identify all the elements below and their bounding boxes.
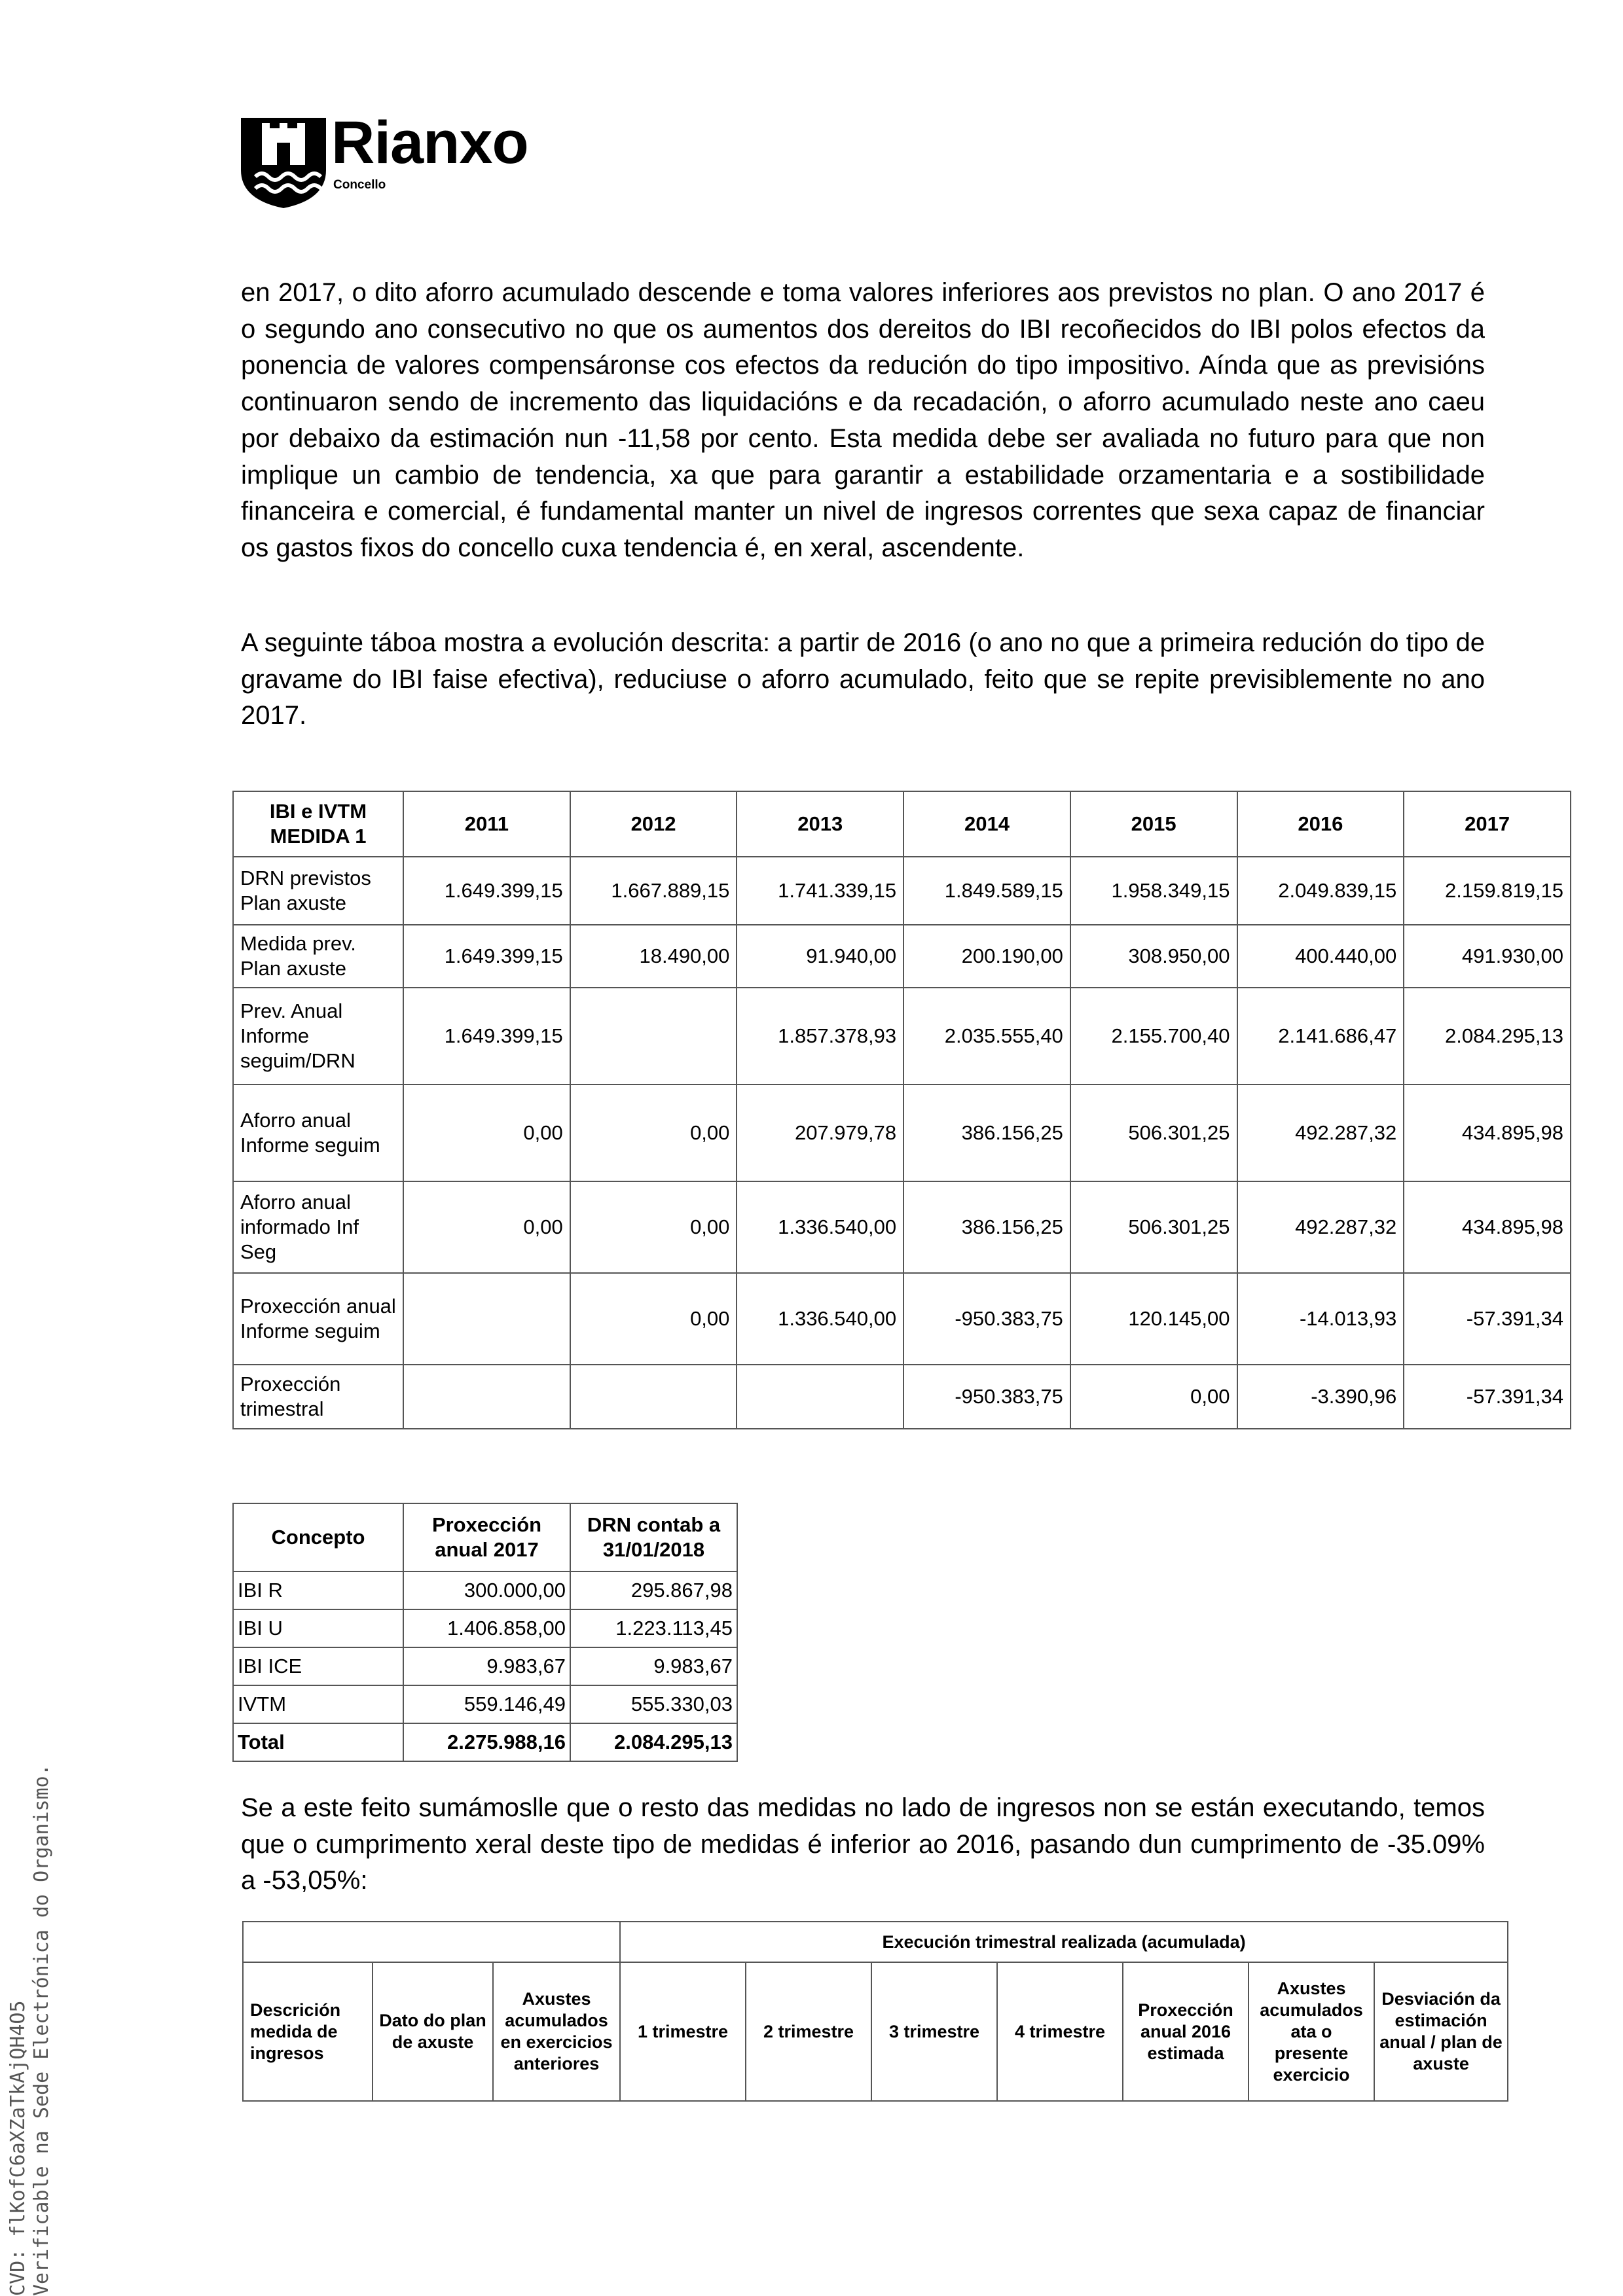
projection-table xyxy=(232,1503,738,1762)
table-row xyxy=(233,1273,1571,1365)
cell: 1.223.113,45 xyxy=(570,1609,737,1647)
table-header-row xyxy=(243,1962,1508,2101)
cell: 1.406.858,00 xyxy=(403,1609,570,1647)
cell: 2.049.839,15 xyxy=(1237,857,1404,925)
year-header: 2011 xyxy=(403,791,570,857)
cell: 207.979,78 xyxy=(737,1085,903,1181)
cell: 295.867,98 xyxy=(570,1571,737,1609)
cell: 2.084.295,13 xyxy=(1404,988,1571,1085)
cell: 386.156,25 xyxy=(903,1181,1070,1273)
cell: 1.336.540,00 xyxy=(737,1181,903,1273)
year-header: 2015 xyxy=(1070,791,1237,857)
cell: -950.383,75 xyxy=(903,1365,1070,1429)
cell: -57.391,34 xyxy=(1404,1273,1571,1365)
column-header: Proxección anual 2017 xyxy=(403,1503,570,1571)
column-header: 1 trimestre xyxy=(620,1962,746,2101)
total-row xyxy=(233,1723,737,1761)
cell: 18.490,00 xyxy=(570,925,737,988)
cell: 559.146,49 xyxy=(403,1685,570,1723)
cell: 434.895,98 xyxy=(1404,1181,1571,1273)
cell: -57.391,34 xyxy=(1404,1365,1571,1429)
cell: 492.287,32 xyxy=(1237,1085,1404,1181)
execution-table xyxy=(242,1921,1508,2102)
cell: 1.857.378,93 xyxy=(737,988,903,1085)
paragraph-2: A seguinte táboa mostra a evolución descrita: a partir de 2016 (o ano no que a primeira redución do tipo de gravame do IBI faise efectiva), reduciuse o aforro acumulado, feito que se repite previsiblemente no ano 2017. xyxy=(241,628,1485,730)
cell: 300.000,00 xyxy=(403,1571,570,1609)
group-header-row xyxy=(243,1922,1508,1962)
cell: 2.035.555,40 xyxy=(903,988,1070,1085)
total-cell: 2.084.295,13 xyxy=(570,1723,737,1761)
column-header: 2 trimestre xyxy=(746,1962,871,2101)
cell: 2.155.700,40 xyxy=(1070,988,1237,1085)
cell: 1.741.339,15 xyxy=(737,857,903,925)
column-header: Dato do plan de axuste xyxy=(373,1962,493,2101)
logo-subtitle: Concello xyxy=(333,178,386,192)
column-header: 4 trimestre xyxy=(997,1962,1123,2101)
cell: 308.950,00 xyxy=(1070,925,1237,988)
verification-code: CVD: flKofC6aXZaTkAjQH4O5 xyxy=(7,2000,29,2296)
cell: 0,00 xyxy=(570,1181,737,1273)
cell: -14.013,93 xyxy=(1237,1273,1404,1365)
table-row xyxy=(233,1609,737,1647)
table-row xyxy=(233,1685,737,1723)
cell: 0,00 xyxy=(403,1085,570,1181)
table-row xyxy=(233,1181,1571,1273)
column-header: Proxección anual 2016 estimada xyxy=(1123,1962,1249,2101)
row-label: Aforro anual informado Inf Seg xyxy=(233,1181,403,1273)
cell: 1.649.399,15 xyxy=(403,988,570,1085)
empty-header xyxy=(243,1922,620,1962)
column-header: 3 trimestre xyxy=(871,1962,997,2101)
table-row xyxy=(233,857,1571,925)
row-label: Prev. Anual Informe seguim/DRN xyxy=(233,988,403,1085)
cell: 0,00 xyxy=(570,1085,737,1181)
total-label: Total xyxy=(233,1723,403,1761)
concept-cell: IVTM xyxy=(233,1685,403,1723)
paragraph-1: en 2017, o dito aforro acumulado descende e toma valores inferiores aos previstos no plan. O ano 2017 é o segundo ano consecutivo no que os aumentos dos dereitos do IBI recoñecidos do IBI polos efectos da ponencia de valores compensáronse cos efectos da redución do tipo impositivo. Aínda que as previsións continuaron sendo de incremento das liquidacións e da recadación, o aforro acumulado neste ano caeu por debaixo da estimación nun -11,58 por cento. Esta medida debe ser avaliada no futuro para que non implique un cambio de tendencia, xa que para garantir a estabilidade orzamentaria e a sostibilidade financeira e comercial, é fundamental manter un nivel de ingresos correntes que sexa capaz de financiar os gastos fixos do concello cuxa tendencia é, en xeral, ascendente. xyxy=(241,278,1485,562)
cell xyxy=(737,1365,903,1429)
cell xyxy=(403,1273,570,1365)
table-row xyxy=(233,1647,737,1685)
cell: 2.159.819,15 xyxy=(1404,857,1571,925)
column-header: DRN contab a 31/01/2018 xyxy=(570,1503,737,1571)
year-header: 2013 xyxy=(737,791,903,857)
cell: 0,00 xyxy=(570,1273,737,1365)
cell: -950.383,75 xyxy=(903,1273,1070,1365)
year-header: 2017 xyxy=(1404,791,1571,857)
cell: 386.156,25 xyxy=(903,1085,1070,1181)
cell: 1.649.399,15 xyxy=(403,857,570,925)
cell: 0,00 xyxy=(403,1181,570,1273)
concept-cell: IBI U xyxy=(233,1609,403,1647)
row-label: Proxección anual Informe seguim xyxy=(233,1273,403,1365)
table-row xyxy=(233,925,1571,988)
castle-shield-icon xyxy=(241,118,326,208)
column-header: Descrición medida de ingresos xyxy=(243,1962,373,2101)
table-header-row xyxy=(233,1503,737,1571)
verification-sidebar xyxy=(0,1641,54,2296)
ibi-ivtm-table xyxy=(232,791,1571,1429)
year-header: 2016 xyxy=(1237,791,1404,857)
row-label: Aforro anual Informe seguim xyxy=(233,1085,403,1181)
verification-note: Verificable na Sede Electrónica do Organismo. xyxy=(30,1764,53,2296)
table-row xyxy=(233,1571,737,1609)
concept-cell: IBI R xyxy=(233,1571,403,1609)
table-row xyxy=(233,1085,1571,1181)
column-header: Axustes acumulados ata o presente exercicio xyxy=(1249,1962,1374,2101)
paragraph-3: Se a este feito sumámoslle que o resto das medidas no lado de ingresos non se están executando, temos que o cumprimento xeral deste tipo de medidas é inferior ao 2016, pasando dun cumprimento de -35.09% a -53,05%: xyxy=(241,1793,1485,1895)
row-label: Medida prev. Plan axuste xyxy=(233,925,403,988)
cell: 1.849.589,15 xyxy=(903,857,1070,925)
cell: 9.983,67 xyxy=(570,1647,737,1685)
cell: -3.390,96 xyxy=(1237,1365,1404,1429)
cell: 555.330,03 xyxy=(570,1685,737,1723)
concept-cell: IBI ICE xyxy=(233,1647,403,1685)
cell: 492.287,32 xyxy=(1237,1181,1404,1273)
column-header: Desviación da estimación anual / plan de axuste xyxy=(1374,1962,1508,2101)
row-label: Proxección trimestral xyxy=(233,1365,403,1429)
cell xyxy=(570,988,737,1085)
cell: 506.301,25 xyxy=(1070,1181,1237,1273)
cell: 120.145,00 xyxy=(1070,1273,1237,1365)
year-header: 2014 xyxy=(903,791,1070,857)
cell: 1.667.889,15 xyxy=(570,857,737,925)
table-header-row xyxy=(233,791,1571,857)
row-label: DRN previstos Plan axuste xyxy=(233,857,403,925)
logo-title: Rianxo xyxy=(331,109,528,176)
column-header: Concepto xyxy=(233,1503,403,1571)
cell xyxy=(570,1365,737,1429)
cell: 1.336.540,00 xyxy=(737,1273,903,1365)
logo xyxy=(241,109,568,209)
cell: 0,00 xyxy=(1070,1365,1237,1429)
cell: 506.301,25 xyxy=(1070,1085,1237,1181)
table-row xyxy=(233,1365,1571,1429)
year-header: 2012 xyxy=(570,791,737,857)
table-row xyxy=(233,988,1571,1085)
group-header: Execución trimestral realizada (acumulada) xyxy=(620,1922,1508,1962)
corner-header: IBI e IVTM MEDIDA 1 xyxy=(233,791,403,857)
cell: 200.190,00 xyxy=(903,925,1070,988)
cell: 400.440,00 xyxy=(1237,925,1404,988)
cell xyxy=(403,1365,570,1429)
total-cell: 2.275.988,16 xyxy=(403,1723,570,1761)
cell: 2.141.686,47 xyxy=(1237,988,1404,1085)
cell: 1.649.399,15 xyxy=(403,925,570,988)
cell: 491.930,00 xyxy=(1404,925,1571,988)
cell: 91.940,00 xyxy=(737,925,903,988)
cell: 9.983,67 xyxy=(403,1647,570,1685)
column-header: Axustes acumulados en exercicios anteriores xyxy=(493,1962,620,2101)
cell: 434.895,98 xyxy=(1404,1085,1571,1181)
cell: 1.958.349,15 xyxy=(1070,857,1237,925)
